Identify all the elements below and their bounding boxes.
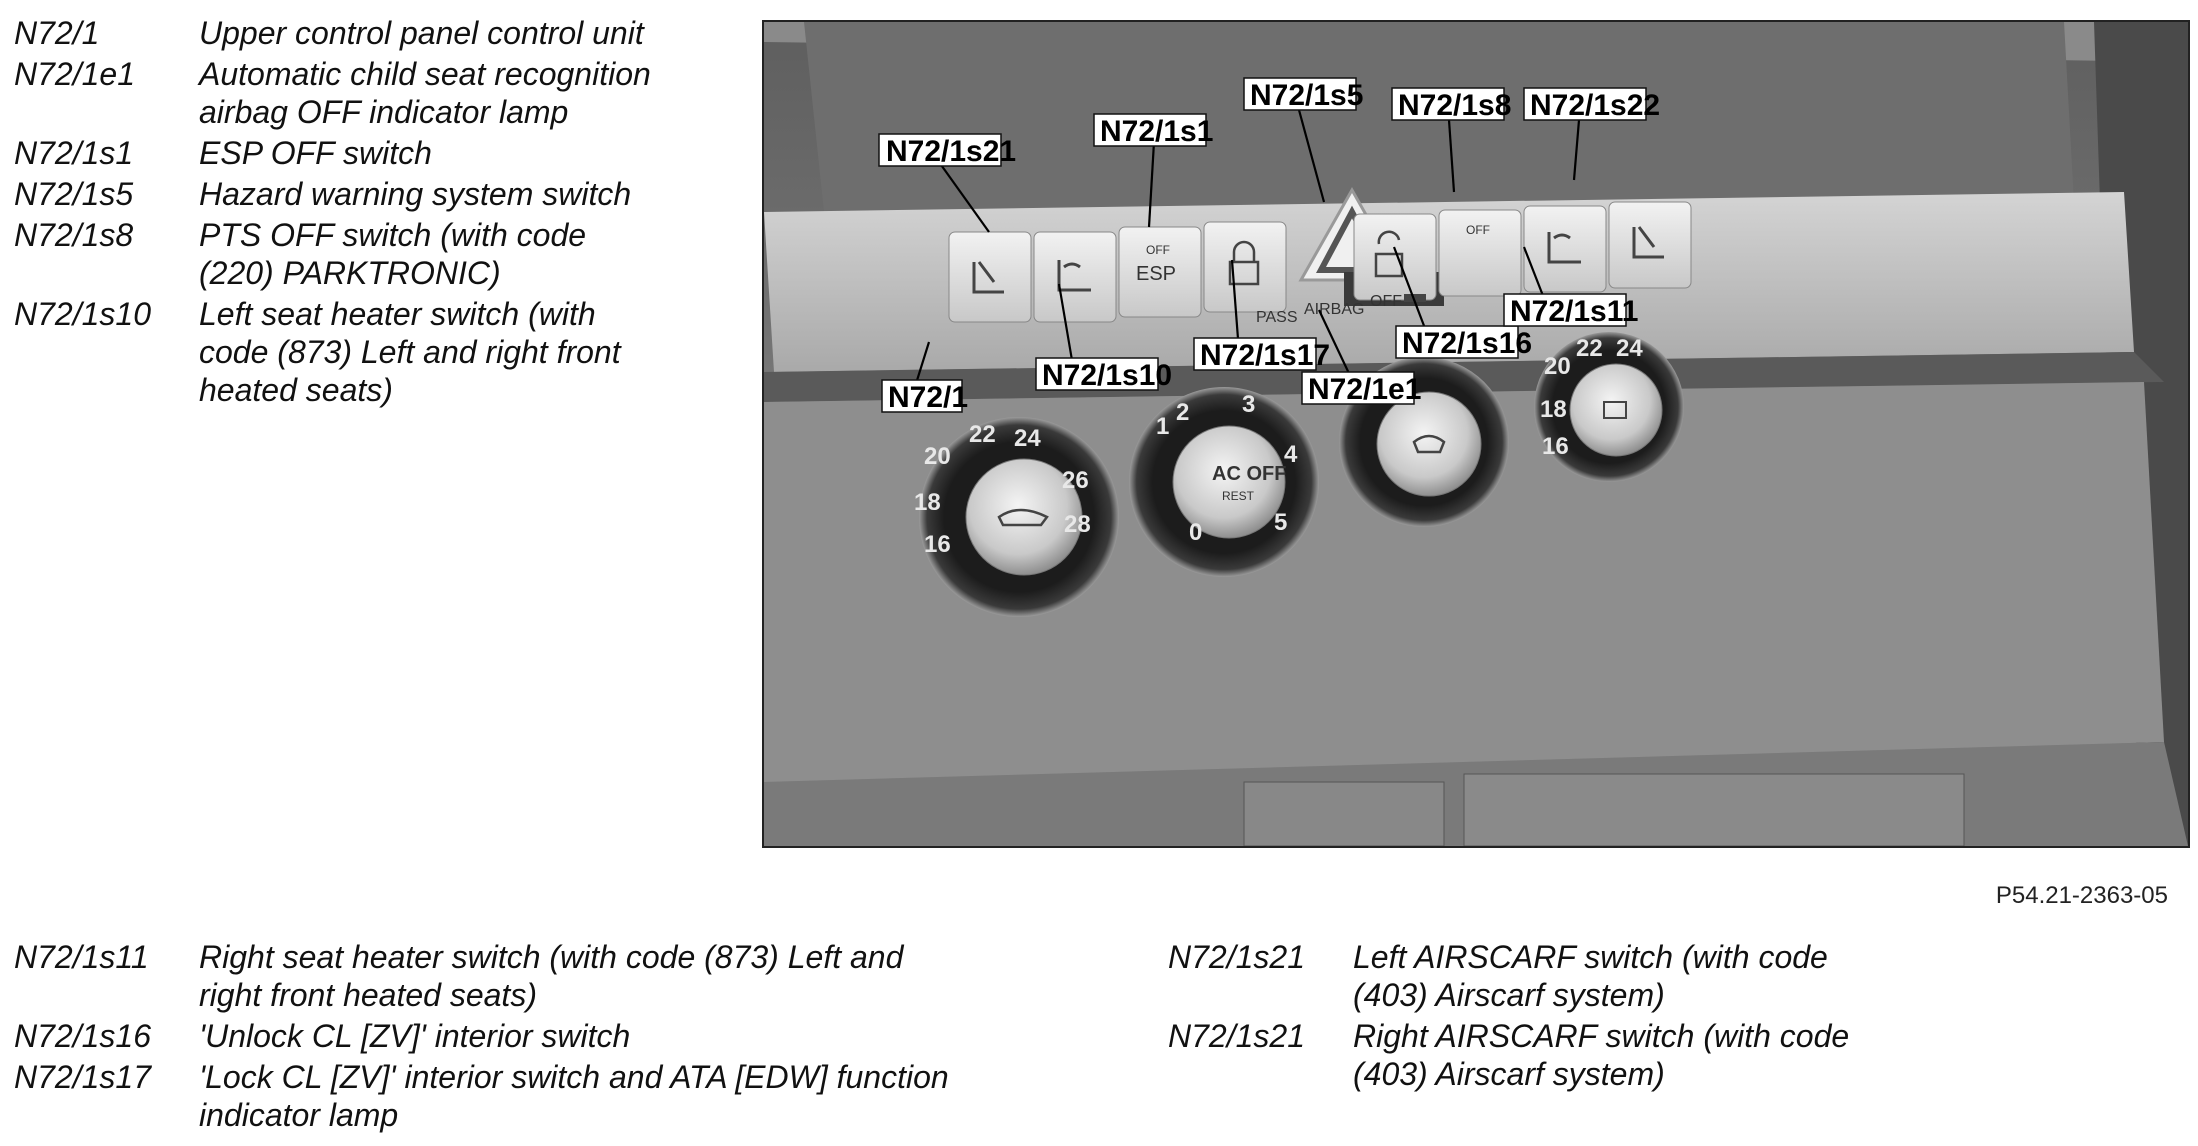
legend-code: N72/1s21: [1168, 1018, 1305, 1054]
svg-text:N72/1e1: N72/1e1: [1308, 373, 1422, 406]
legend-top: [14, 14, 734, 409]
lock-button[interactable]: [1204, 222, 1286, 312]
legend-item: [1168, 938, 1968, 1014]
legend-code: N72/1: [14, 15, 100, 51]
legend-code: N72/1s16: [14, 1018, 151, 1054]
callout-n72-1s16: [1396, 326, 1532, 360]
legend-item: [14, 55, 734, 131]
legend-code: N72/1s5: [14, 176, 134, 212]
callout-n72-1s21: [879, 134, 1016, 168]
callout-n72-1s5: [1244, 78, 1363, 112]
seat-heater-left-button[interactable]: [1034, 232, 1116, 322]
legend-description: 'Unlock CL [ZV]' interior switch: [199, 1018, 631, 1054]
dial-number: 20: [1544, 353, 1571, 380]
callout-n72-1: [882, 380, 968, 414]
dial-number: 24: [1616, 335, 1643, 362]
bottom-slot: [1244, 782, 1444, 846]
unlock-button[interactable]: [1354, 214, 1436, 300]
svg-text:N72/1s5: N72/1s5: [1250, 79, 1364, 112]
dial-number: 4: [1284, 441, 1298, 468]
svg-text:N72/1s17: N72/1s17: [1200, 339, 1331, 372]
legend-item: [14, 1017, 1094, 1055]
dial-number: 26: [1062, 467, 1089, 494]
svg-text:N72/1s21: N72/1s21: [886, 135, 1017, 168]
legend-code: N72/1s21: [1168, 939, 1305, 975]
dial-number: 16: [1542, 433, 1569, 460]
dial-number: 2: [1176, 399, 1190, 426]
legend-item: [14, 295, 734, 409]
legend-description: 'Lock CL [ZV]' interior switch and ATA [EDW] function indicator lamp: [199, 1059, 949, 1133]
control-panel-photo: [762, 20, 2190, 848]
legend-item: [14, 14, 734, 52]
dial-number: 0: [1189, 519, 1203, 546]
dial-number: 18: [1540, 396, 1567, 423]
pts-off-label: OFF: [1466, 223, 1490, 237]
dial-number: 3: [1242, 391, 1256, 418]
callout-n72-1e1: [1302, 372, 1421, 406]
legend-description: Left seat heater switch (with code (873) Left and right front heated seats): [199, 296, 621, 408]
pass-label: PASS: [1256, 309, 1298, 326]
legend-code: N72/1s8: [14, 217, 134, 253]
legend-code: N72/1s10: [14, 296, 151, 332]
legend-description: ESP OFF switch: [199, 135, 432, 171]
airscarf-right-button[interactable]: [1609, 202, 1691, 288]
dial-number: 28: [1064, 511, 1091, 538]
esp-off-label: OFF: [1146, 243, 1170, 257]
svg-text:N72/1s1: N72/1s1: [1100, 115, 1214, 148]
dial-number: 16: [924, 531, 951, 558]
legend-description: Upper control panel control unit: [199, 15, 644, 51]
legend-code: N72/1s1: [14, 135, 134, 171]
legend-description: PTS OFF switch (with code (220) PARKTRONIC): [199, 217, 587, 291]
legend-item: [14, 175, 734, 213]
dial-number: 18: [914, 489, 941, 516]
legend-description: Left AIRSCARF switch (with code (403) Airscarf system): [1353, 939, 1828, 1013]
legend-bottom-right: [1168, 938, 1968, 1093]
airbag-label: AIRBAG: [1304, 301, 1365, 318]
dial-number: 22: [969, 421, 996, 448]
legend-code: N72/1s17: [14, 1059, 151, 1095]
legend-code: N72/1s11: [14, 939, 149, 975]
callout-n72-1s8: [1392, 88, 1511, 122]
legend-description: Hazard warning system switch: [199, 176, 632, 212]
callout-n72-1s10: [1036, 358, 1172, 392]
dial-number: 22: [1576, 335, 1603, 362]
legend-item: [14, 1058, 1094, 1134]
ac-off-label: AC OFF: [1212, 463, 1287, 485]
svg-text:N72/1s8: N72/1s8: [1398, 89, 1512, 122]
legend-bottom-left: [14, 938, 1094, 1134]
svg-text:N72/1: N72/1: [888, 381, 969, 414]
legend-item: [1168, 1017, 1968, 1093]
svg-text:N72/1s10: N72/1s10: [1042, 359, 1173, 392]
callout-n72-1s11: [1504, 294, 1638, 328]
figure-reference: P54.21-2363-05: [1995, 882, 2168, 909]
rest-label: REST: [1222, 489, 1255, 503]
legend-item: [14, 134, 734, 172]
legend-description: Right seat heater switch (with code (873) Left and right front heated seats): [199, 939, 904, 1013]
callout-n72-1s1: [1094, 114, 1213, 148]
legend-item: [14, 216, 734, 292]
svg-text:N72/1s11: N72/1s11: [1510, 295, 1639, 328]
dial-number: 5: [1274, 509, 1288, 536]
svg-text:N72/1s22: N72/1s22: [1530, 89, 1661, 122]
legend-description: Right AIRSCARF switch (with code (403) Airscarf system): [1353, 1018, 1850, 1092]
esp-label: ESP: [1136, 263, 1177, 285]
legend-code: N72/1e1: [14, 56, 135, 92]
airbag-off-label: OFF: [1370, 293, 1402, 310]
dial-number: 1: [1156, 413, 1170, 440]
dial-number: 24: [1014, 425, 1041, 452]
svg-text:N72/1s16: N72/1s16: [1402, 327, 1533, 360]
right-temperature-dial[interactable]: [1534, 332, 1684, 482]
callout-n72-1s22: [1524, 88, 1660, 122]
fan-dial[interactable]: [1129, 387, 1319, 577]
bottom-slot: [1464, 774, 1964, 846]
legend-item: [14, 938, 1094, 1014]
callout-n72-1s17: [1194, 338, 1330, 372]
dial-number: 20: [924, 443, 951, 470]
legend-description: Automatic child seat recognition airbag OFF indicator lamp: [199, 56, 651, 130]
